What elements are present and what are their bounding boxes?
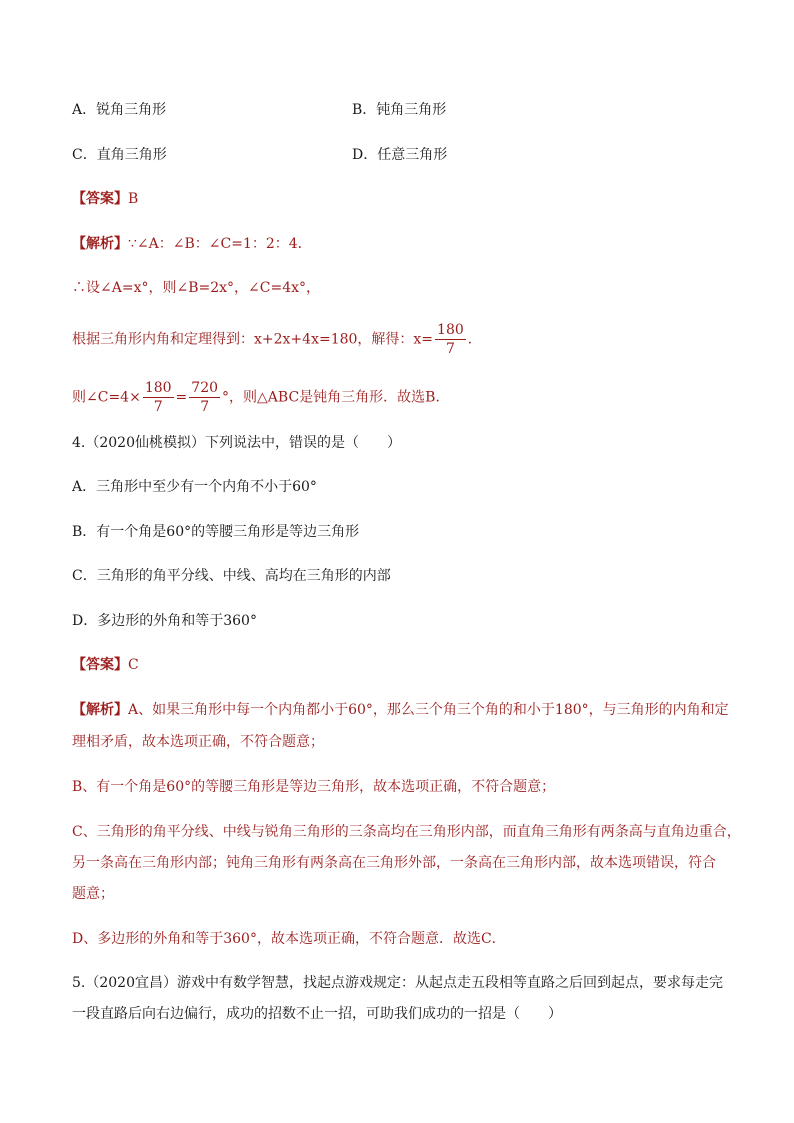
denominator: 7 bbox=[445, 341, 455, 357]
answer-value: B bbox=[128, 191, 139, 207]
q5-stem-line-2: 一段直路后向右边偏行，成功的招数不止一招，可助我们成功的一招是（ ） bbox=[72, 1006, 562, 1022]
analysis-text: ∵∠A：∠B：∠C=1：2：4． bbox=[128, 236, 312, 252]
q4-answer bbox=[72, 655, 139, 675]
q4-analysis-d: D、多边形的外角和等于360°，故本选项正确，不符合题意．故选C． bbox=[72, 931, 506, 947]
numerator: 180 bbox=[144, 380, 172, 396]
q3-option-c: C．直角三角形 bbox=[72, 147, 167, 163]
analysis-text: ． bbox=[467, 331, 482, 348]
numerator: 180 bbox=[437, 322, 464, 338]
analysis-text: A、如果三角形中每一个内角都小于60°，那么三个角三个角的和小于180°，与三角形的内角和定 bbox=[128, 702, 729, 718]
fraction bbox=[189, 380, 220, 415]
answer-tag: 【答案】 bbox=[72, 657, 128, 673]
fraction bbox=[143, 380, 174, 415]
q4-option-b: B．有一个角是60°的等腰三角形是等边三角形 bbox=[72, 524, 360, 540]
q4-analysis-a-line-1 bbox=[72, 700, 729, 720]
q4-option-a: A．三角形中至少有一个内角不小于60° bbox=[72, 479, 317, 495]
fraction bbox=[435, 322, 466, 357]
denominator: 7 bbox=[153, 399, 163, 415]
q3-analysis-line-4 bbox=[72, 380, 449, 415]
analysis-tag: 【解析】 bbox=[72, 702, 128, 718]
analysis-text: 根据三角形内角和定理得到：x+2x+4x=180，解得：x= bbox=[72, 331, 434, 348]
q5-stem-line-1: 5.（2020宜昌）游戏中有数学智慧，找起点游戏规定：从起点走五段相等直路之后回到起点，要求每走完 bbox=[72, 975, 723, 991]
q4-analysis-c-line-2: 另一条高在三角形内部；钝角三角形有两条高在三角形外部，一条高在三角形内部，故本选项错误，符合 bbox=[72, 855, 716, 871]
q3-analysis-line-3 bbox=[72, 322, 482, 357]
numerator: 720 bbox=[191, 380, 219, 396]
q3-answer bbox=[72, 189, 138, 209]
equals-sign: = bbox=[175, 389, 188, 406]
analysis-text: °，则△ABC是钝角三角形．故选B． bbox=[222, 389, 450, 406]
q4-analysis-b: B、有一个角是60°的等腰三角形是等边三角形，故本选项正确，不符合题意； bbox=[72, 779, 556, 795]
q4-stem: 4.（2020仙桃模拟）下列说法中，错误的是（ ） bbox=[72, 435, 401, 451]
answer-value: C bbox=[128, 657, 139, 673]
q3-analysis-line-2: ∴设∠A=x°，则∠B=2x°，∠C=4x°， bbox=[72, 280, 320, 296]
q3-option-b: B．钝角三角形 bbox=[352, 102, 447, 118]
q4-option-c: C．三角形的角平分线、中线、高均在三角形的内部 bbox=[72, 568, 391, 584]
q4-analysis-c-line-3: 题意； bbox=[72, 886, 114, 902]
q3-option-d: D．任意三角形 bbox=[352, 147, 448, 163]
answer-tag: 【答案】 bbox=[72, 191, 128, 207]
q4-analysis-c-line-1: C、三角形的角平分线、中线与锐角三角形的三条高均在三角形内部，而直角三角形有两条高与直角边重合， bbox=[72, 824, 741, 840]
analysis-text: 则∠C=4× bbox=[72, 389, 141, 406]
analysis-tag: 【解析】 bbox=[72, 236, 128, 252]
q3-analysis-line-1 bbox=[72, 234, 312, 254]
q3-option-a: A．锐角三角形 bbox=[72, 102, 167, 118]
q4-option-d: D．多边形的外角和等于360° bbox=[72, 613, 257, 629]
denominator: 7 bbox=[200, 399, 210, 415]
q4-analysis-a-line-2: 理相矛盾，故本选项正确，不符合题意； bbox=[72, 734, 324, 750]
